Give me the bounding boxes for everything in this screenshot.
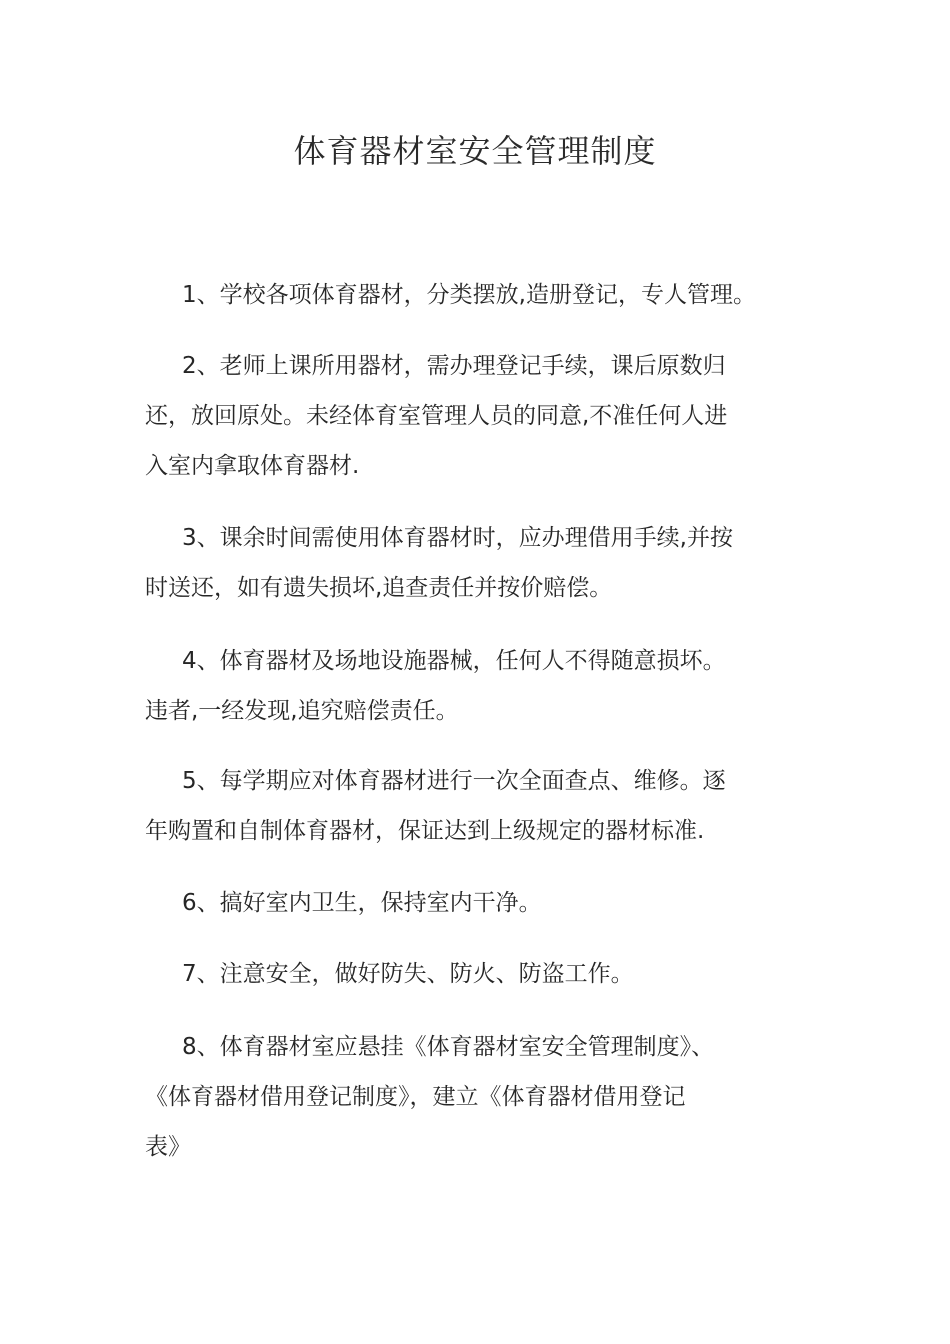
rule-5-line-1: 5、每学期应对体育器材进行一次全面查点、维修。逐 xyxy=(182,768,726,794)
rule-5-line-2: 年购置和自制体育器材，保证达到上级规定的器材标准. xyxy=(145,818,705,844)
rule-1-line-1: 1、学校各项体育器材，分类摆放,造册登记，专人管理。 xyxy=(182,282,756,308)
rule-4-line-2: 违者,一经发现,追究赔偿责任。 xyxy=(145,698,459,724)
rule-2-line-2: 还，放回原处。未经体育室管理人员的同意,不准任何人进 xyxy=(145,403,728,429)
rule-8-line-3: 表》 xyxy=(145,1134,191,1160)
rule-8-line-1: 8、体育器材室应悬挂《体育器材室安全管理制度》、 xyxy=(182,1034,715,1060)
rule-8-line-2: 《体育器材借用登记制度》，建立《体育器材借用登记 xyxy=(145,1084,686,1110)
rule-2-line-3: 入室内拿取体育器材. xyxy=(145,453,360,479)
rule-3-line-2: 时送还，如有遗失损坏,追查责任并按价赔偿。 xyxy=(145,575,613,601)
rule-3-line-1: 3、课余时间需使用体育器材时，应办理借用手续,并按 xyxy=(182,525,733,551)
rule-2-line-1: 2、老师上课所用器材，需办理登记手续，课后原数归 xyxy=(182,353,726,379)
rule-4-line-1: 4、体育器材及场地设施器械，任何人不得随意损坏。 xyxy=(182,648,726,674)
rule-6-line-1: 6、搞好室内卫生，保持室内干净。 xyxy=(182,890,542,916)
page-title: 体育器材室安全管理制度 xyxy=(293,132,657,170)
rule-7-line-1: 7、注意安全，做好防失、防火、防盗工作。 xyxy=(182,961,634,987)
